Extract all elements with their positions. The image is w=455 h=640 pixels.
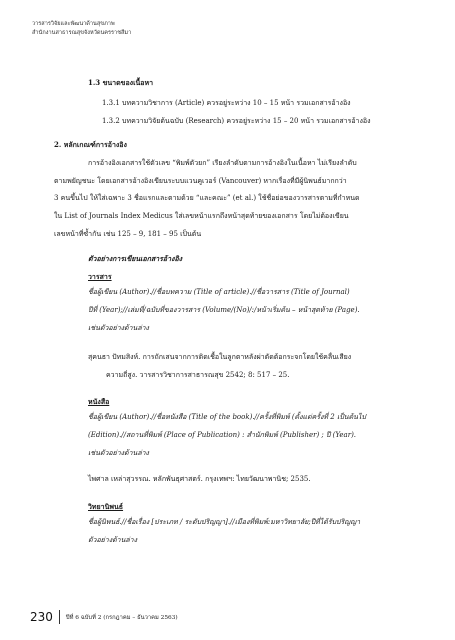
page-footer (30, 610, 178, 624)
book-format-line: เช่นตัวอย่างด้านล่าง (88, 449, 149, 457)
footer-divider (59, 610, 60, 624)
journal-example-line: สุคนธา ปัทมสิงห์. การถักเสนจากการติดเชื้อในลูกตาหลังผ่าตัดต้อกระจกโดยใช้คลื่นเสียง (88, 353, 352, 361)
thesis-heading: วิทยานิพนธ์ (88, 502, 124, 511)
journal-heading: วารสาร (88, 272, 112, 281)
book-heading: หนังสือ (88, 397, 110, 406)
issue-info: ปีที่ 6 ฉบับที่ 2 (กรกฎาคม – ธันวาคม 2563) (65, 615, 178, 621)
running-header (32, 20, 131, 38)
thesis-format-line: ชื่อผู้นิพนธ์.//ชื่อเรื่อง [ประเภท / ระดับปริญญา].//เมืองที่พิมพ์:มหาวิทยาลัย;ปีที่ได้รับปริญญา (88, 518, 361, 526)
book-format-line: (Edition).//สถานที่พิมพ์ (Place of Publication) : สำนักพิมพ์ (Publisher) ; ปี (Year). (88, 431, 357, 439)
section-1-3-title: 1.3 ขนาดของเนื้อหา (88, 78, 153, 87)
page-number: 230 (30, 610, 53, 624)
section-2-line: ตามพยัญชนะ โดยเอกสารอ้างอิงเขียนระบบแวนคูเวอร์ (Vancouver) หากเรื่องที่มีผู้นิพนธ์มากกว่า (54, 177, 347, 185)
section-2-line: 3 คนขึ้นไป ให้ใส่เฉพาะ 3 ชื่อแรกและตามด้วย “และคณะ” (et al.) ใช้ชื่อย่อของวารสารตามที่กำหนด (54, 194, 360, 202)
section-2-line: ใน List of Journals Index Medicus ใส่เลขหน้าแรกถึงหน้าสุดท้ายของเอกสาร โดยไม่ต้องเขียน (54, 212, 349, 220)
journal-format-line: เช่นตัวอย่างด้านล่าง (88, 324, 149, 332)
header-journal-name: วารสารวิจัยและพัฒนาด้านสุขภาพ (32, 21, 115, 27)
book-format-line: ชื่อผู้เขียน (Author).//ชื่อหนังสือ (Title of the book).//ครั้งที่พิมพ์ (ตั้งแต่ครั้งที่ 2 เป็นต้นไป (88, 413, 366, 421)
item-1-3-2: 1.3.2 บทความวิจัยต้นฉบับ (Research) ควรอยู่ระหว่าง 15 – 20 หน้า รวมเอกสารอ้างอิง (102, 117, 371, 125)
examples-title: ตัวอย่างการเขียนเอกสารอ้างอิง (88, 254, 183, 263)
section-2-line: เลขหน้าที่ซ้ำกัน เช่น 125 – 9, 181 – 95 เป็นต้น (54, 230, 202, 238)
header-publisher: สำนักงานสาธารณสุขจังหวัดนครราชสีมา (32, 30, 132, 36)
section-2-line: การอ้างอิงเอกสารใช้ตัวเลข “พิมพ์ตัวยก” เรียงลำดับตามการอ้างอิงในเนื้อหา ไม่เรียงลำดับ (88, 159, 357, 167)
journal-format-line: ปีที่ (Year);//เล่มที่/ฉบับที่ของวารสาร (Volume/(No)/:/หน้าเริ่มต้น – หน้าสุดท้าย (Page). (88, 306, 360, 314)
journal-example-line: ความถี่สูง. วารสารวิชาการสาธารณสุข 2542; 8: 517 – 25. (106, 371, 290, 379)
book-example: ไพศาล เหล่าสุวรรณ. หลักพันธุศาสตร์. กรุงเทพฯ: ไทยวัฒนาพานิช; 2535. (88, 475, 311, 483)
section-2-title: 2. หลักเกณฑ์การอ้างอิง (54, 140, 127, 149)
item-1-3-1: 1.3.1 บทความวิชาการ (Article) ควรอยู่ระหว่าง 10 – 15 หน้า รวมเอกสารอ้างอิง (102, 99, 351, 107)
journal-format-line: ชื่อผู้เขียน (Author).//ชื่อบทความ (Title of article).//ชื่อวารสาร (Title of Journal) (88, 288, 350, 296)
thesis-format-line: ตัวอย่างด้านล่าง (88, 536, 138, 544)
